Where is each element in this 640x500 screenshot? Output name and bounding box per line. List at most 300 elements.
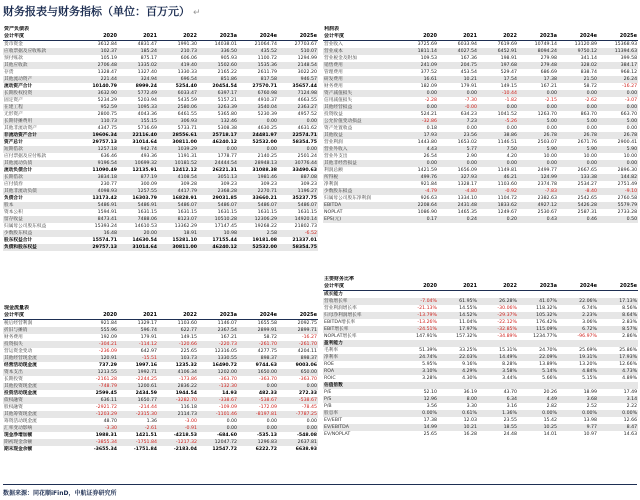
value-cell: 6397.17 (198, 90, 238, 97)
value-cell: 1656.09 (457, 168, 477, 173)
value-cell: 241.09 (398, 62, 438, 69)
value-cell: 14038.01 (214, 42, 237, 47)
value-cell: 9744.63 (255, 363, 277, 368)
value-cell: 1650.77 (118, 397, 158, 404)
row-label: 利润总额 (324, 168, 343, 173)
value-cell: 3.56 (426, 404, 437, 409)
value-cell: 9750.12 (558, 48, 598, 55)
value-cell: -21.13% (417, 306, 437, 311)
value-cell: 499.76 (398, 174, 438, 181)
table-row (323, 118, 638, 125)
value-cell: 22.03% (438, 354, 478, 361)
value-cell: 0.00 (518, 104, 558, 111)
value-cell: -10.44 (478, 90, 518, 97)
value-cell: 0.00 (398, 104, 438, 111)
value-cell: 3725.69 (417, 42, 437, 47)
value-cell: 6760.98 (238, 90, 278, 97)
table-row (323, 90, 638, 97)
year-header: 2020 (398, 33, 438, 41)
value-cell: 0.00% (518, 410, 558, 417)
value-cell: 0.20 (478, 216, 518, 223)
value-cell: 737.29 (98, 363, 117, 368)
table-row (3, 146, 318, 153)
value-cell: 4043.36 (137, 112, 157, 117)
value-cell: 12.66% (619, 362, 638, 367)
value-cell: 149.15 (500, 84, 517, 89)
value-cell: 23.55 (503, 418, 517, 423)
value-cell: 3022.20 (297, 70, 317, 75)
year-header: 2023a (198, 312, 238, 320)
value-cell: 26.28% (478, 298, 518, 305)
row-label: 营业成本 (323, 48, 398, 55)
value-cell: 8473.41 (78, 216, 118, 223)
table-row (3, 397, 318, 404)
table-row (3, 104, 318, 111)
value-cell: 5.15% (582, 376, 597, 381)
value-cell: -6.52 (278, 230, 318, 237)
value-cell: 61.95% (438, 298, 478, 305)
value-cell: 0.00 (398, 160, 438, 167)
value-cell: 2.86% (622, 334, 638, 339)
value-cell: 4.30% (462, 376, 477, 381)
value-cell: -3.30 (78, 425, 118, 432)
value-cell: 19606.34 (78, 132, 118, 139)
value-cell: 817.58 (238, 76, 278, 83)
section-title: 资产负债表 (4, 26, 30, 32)
year-header: 2021 (118, 33, 158, 41)
table-row (323, 41, 638, 49)
row-label: 其他流动资产 (3, 76, 78, 83)
value-cell: 7124.98 (278, 90, 318, 97)
value-cell: 46.21 (478, 174, 518, 181)
value-cell: 2.82 (546, 404, 557, 409)
value-cell: 21337.01 (292, 238, 317, 243)
row-label: 无形资产 (4, 112, 23, 117)
row-label: 归属母公司股东权益 (4, 224, 47, 229)
value-cell (438, 382, 478, 389)
value-cell: 31088.38 (252, 168, 277, 173)
table-row (323, 188, 638, 195)
value-cell: -3655.34 (93, 447, 117, 452)
value-cell: 1329.17 (137, 321, 157, 326)
value-cell: 622.77 (158, 327, 198, 334)
value-cell: 17.49 (623, 390, 638, 395)
value-cell: -304.21 (78, 341, 118, 348)
value-cell: 1631.15 (297, 210, 317, 215)
value-cell: 4.29% (438, 368, 478, 375)
value-cell: 300.09 (140, 182, 157, 187)
value-cell: 0.00 (598, 90, 638, 97)
row-label: 其他流动负债 (3, 160, 78, 167)
value-cell: 4108.54 (158, 174, 198, 181)
value-cell: 3.14 (598, 396, 638, 403)
table-row (3, 390, 318, 397)
value-cell: 4631.62 (297, 126, 317, 131)
row-label: 股本 (3, 202, 78, 209)
value-cell: 22.06% (558, 298, 598, 305)
table-row (3, 341, 318, 348)
row-label: 经营活动现金流 (4, 363, 37, 368)
value-cell: 0.00 (466, 126, 477, 131)
value-cell: -13.79% (398, 312, 438, 319)
value-cell: 24444.54 (198, 160, 238, 167)
table-row (323, 347, 638, 354)
value-cell: 33490.63 (292, 168, 317, 173)
value-cell: -2161.28 (95, 377, 117, 382)
value-cell: 2270.71 (238, 188, 278, 195)
value-cell: 4.73% (598, 368, 638, 375)
value-cell: -132.30 (198, 383, 238, 390)
value-cell: 3612.84 (97, 42, 117, 47)
value-cell: 17.93 (398, 132, 438, 139)
value-cell: 26.24 (598, 76, 638, 83)
value-cell: 29757.13 (92, 140, 117, 145)
value-cell: 11090.49 (92, 168, 117, 173)
row-label: 投资活动现金流 (4, 391, 37, 396)
financial-ratios-table (323, 276, 638, 438)
value-cell: -8197.81 (238, 411, 278, 418)
value-cell: 0.00 (238, 383, 278, 390)
row-label: 期初现金余额 (3, 439, 78, 446)
value-cell: 1200.61 (118, 383, 158, 390)
value-cell: 1041.52 (497, 112, 517, 117)
value-cell: 14.63 (623, 432, 638, 437)
value-cell: -32.85% (478, 326, 518, 333)
value-cell: 2.23% (558, 312, 598, 319)
year-header: 2020 (78, 33, 118, 41)
year-header: 2025e (278, 312, 318, 320)
value-cell: 12306.29 (238, 216, 278, 223)
table-row (3, 111, 318, 118)
row-label: 应付债券 (4, 182, 23, 187)
value-cell: 0.00 (226, 419, 237, 424)
value-cell: 4204.11 (297, 349, 317, 354)
value-cell: 596.74 (118, 327, 158, 334)
value-cell: -7.30 (464, 98, 477, 103)
value-cell: -3.07 (624, 98, 638, 103)
value-cell: -4.80 (438, 188, 478, 195)
value-cell: 4098.93 (78, 188, 118, 195)
value-cell: 2363.27 (278, 104, 318, 111)
value-cell: 1981.46 (238, 174, 278, 181)
value-cell: 942.74 (118, 146, 158, 153)
value-cell: 10140.79 (92, 84, 117, 89)
value-cell: 29757.13 (78, 244, 118, 251)
value-cell: 179.91 (460, 84, 477, 89)
row-label: 其他非流动资产 (4, 126, 37, 131)
table-row (323, 139, 638, 146)
table-row (3, 97, 318, 104)
value-cell: 2368.28 (198, 188, 238, 195)
value-cell: 419.40 (158, 62, 198, 69)
value-cell: 309.23 (220, 182, 237, 187)
value-cell: -548.08 (296, 433, 317, 438)
section-title: 现金流量表 (4, 305, 30, 311)
value-cell: 58.72 (583, 84, 597, 89)
value-cell: 4831.47 (137, 42, 157, 47)
value-cell: 10749.14 (534, 42, 557, 47)
value-cell: 8.57% (598, 326, 638, 333)
value-cell: 6033.94 (457, 42, 477, 47)
table-row (323, 403, 638, 410)
value-cell: 9003.06 (295, 363, 317, 368)
value-cell: -9.10 (598, 188, 638, 195)
value-cell (478, 340, 518, 347)
value-cell: -114.12 (118, 341, 158, 348)
table-row (3, 334, 318, 341)
value-cell: 1330.33 (177, 70, 197, 75)
value-cell: 1811.14 (398, 48, 438, 55)
value-cell: 2140.25 (257, 154, 277, 159)
value-cell: 0.00% (558, 410, 598, 417)
year-header: 2024e (238, 312, 278, 320)
row-label: 长期待摊费用 (3, 118, 78, 125)
value-cell: 16.48 (78, 230, 118, 237)
value-cell (398, 340, 438, 347)
value-cell: 0.00 (478, 104, 518, 111)
value-cell: 0.00 (238, 146, 278, 153)
value-cell: -109.09 (218, 405, 237, 410)
row-label: 折旧与摊销 (3, 327, 78, 334)
value-cell: 7.23 (438, 118, 478, 125)
row-label: 估值倍数 (323, 382, 398, 389)
value-cell: -120.66 (158, 341, 198, 348)
value-cell: 52532.00 (252, 140, 277, 145)
value-cell: 4417.79 (158, 188, 198, 195)
value-cell: 1833.62 (478, 202, 518, 209)
value-cell: 1778.77 (217, 154, 237, 159)
value-cell (398, 382, 438, 389)
year-header: 2023a (518, 283, 558, 291)
value-cell: 5.66% (542, 376, 557, 381)
value-cell: 14.52% (438, 312, 478, 319)
value-cell: -2.28 (424, 98, 437, 103)
value-cell: 2382.63 (537, 196, 557, 201)
value-cell: 3.06% (582, 320, 597, 325)
value-cell: 15.31% (499, 348, 517, 353)
row-label: 资产总计 (4, 140, 23, 145)
value-cell: -1751.84 (133, 447, 157, 452)
value-cell: 341.14 (580, 56, 597, 61)
value-cell: 309.23 (300, 182, 317, 187)
value-cell: -363.70 (258, 377, 277, 382)
year-header: 2022 (158, 33, 198, 41)
table-row (3, 376, 318, 383)
value-cell: 1328.47 (97, 70, 117, 75)
value-cell: 1631.15 (177, 210, 197, 215)
value-cell: 26.78 (598, 132, 638, 139)
value-cell: 5.90 (558, 146, 598, 153)
value-cell: 1100.72 (257, 56, 277, 61)
value-cell: 58.72 (263, 335, 277, 340)
table-row (3, 202, 318, 209)
year-header: 2025e (598, 33, 638, 41)
value-cell: 15281.10 (172, 238, 197, 243)
row-label: EBITDA (323, 202, 398, 209)
row-label: 固定资产 (4, 98, 23, 103)
row-label: EBIT增长率 (323, 326, 398, 333)
value-cell: 17.38 (518, 76, 558, 83)
value-cell: 221.44 (78, 76, 118, 83)
value-cell: 921.84 (420, 182, 437, 187)
value-cell: 16303.79 (132, 196, 157, 201)
value-cell: 0.00 (546, 126, 557, 131)
row-label: 流动资产合计 (4, 84, 33, 89)
value-cell: 30776.44 (278, 160, 318, 167)
value-cell: 555.96 (78, 327, 118, 334)
value-cell: 946.57 (278, 76, 318, 83)
value-cell: 192.09 (100, 335, 117, 340)
value-cell: 14630.54 (132, 238, 157, 243)
value-cell: 309.28 (180, 182, 197, 187)
value-cell: 2580.06 (158, 104, 198, 111)
value-cell: 1104.72 (497, 196, 517, 201)
value-cell: 5486.07 (278, 202, 318, 209)
value-cell: -30.06% (497, 306, 517, 311)
value-cell: 279.48 (518, 62, 558, 69)
value-cell: 120.91 (78, 355, 118, 362)
value-cell: 52.10 (423, 390, 437, 395)
value-cell: 309.23 (260, 182, 277, 187)
value-cell: 24.70% (539, 348, 557, 353)
value-cell: 12.96 (398, 396, 438, 403)
value-cell: 33660.21 (252, 196, 277, 201)
value-cell: 17.97% (438, 326, 478, 333)
table-row (323, 312, 638, 319)
table-row (323, 62, 638, 69)
value-cell: 0.18 (426, 126, 437, 131)
value-cell: 21802.73 (294, 224, 317, 229)
table-row (3, 125, 318, 132)
row-label: 股东权益合计 (4, 238, 33, 243)
row-label: 其他应收款 (3, 62, 78, 69)
value-cell: 1257.18 (78, 146, 118, 153)
value-cell: 1103.60 (177, 321, 197, 326)
value-cell: 5486.07 (158, 202, 198, 209)
table-row (323, 291, 638, 299)
row-label: 净利润 (324, 182, 339, 187)
value-cell: 7619.69 (497, 42, 517, 47)
value-cell: 10.00 (543, 154, 557, 159)
value-cell: 634.23 (460, 112, 477, 117)
value-cell: 5486.91 (118, 202, 158, 209)
value-cell: 2374.78 (537, 182, 557, 187)
value-cell: 25.86% (619, 348, 638, 353)
value-cell: 19181.08 (252, 238, 277, 243)
value-cell: 6222.72 (255, 447, 277, 452)
row-label: 债权融资 (3, 397, 78, 404)
table-row (323, 69, 638, 76)
row-label: 长期股权投资 (3, 90, 78, 97)
value-cell: 279.98 (540, 56, 557, 61)
value-cell: 26221.31 (212, 168, 237, 173)
value-cell: 109.53 (420, 56, 437, 61)
value-cell: 22.09% (518, 354, 558, 361)
table-row (323, 361, 638, 368)
row-label: 净利率 (323, 354, 398, 361)
row-label: 毛利率 (324, 348, 339, 353)
table-row (323, 83, 638, 90)
value-cell: 2611.79 (257, 70, 277, 75)
value-cell: 18.55 (478, 424, 518, 431)
value-cell: 4910.37 (257, 98, 277, 103)
table-row (323, 132, 638, 139)
value-cell: 8999.24 (135, 84, 157, 89)
value-cell: 1334.10 (457, 196, 477, 201)
value-cell: 16490.72 (212, 363, 237, 368)
table-row (323, 424, 638, 431)
table-row (3, 41, 318, 49)
value-cell: 58354.75 (292, 140, 317, 145)
table-row (323, 410, 638, 417)
value-cell: 642.97 (140, 349, 157, 354)
value-cell: 1653.02 (457, 140, 477, 145)
value-cell: 14.99 (398, 424, 438, 431)
value-cell: 5716.69 (137, 126, 157, 131)
table-row (3, 244, 318, 251)
value-cell: 5.00 (558, 118, 598, 125)
value-cell: 41.07% (518, 298, 558, 305)
value-cell: 24.48 (503, 432, 517, 437)
value-cell: 14.49% (478, 354, 518, 361)
value-cell: 118.32% (536, 306, 557, 311)
value-cell: 435.52 (238, 48, 278, 55)
value-cell: -34.89% (497, 334, 517, 339)
footer-divider (3, 484, 637, 485)
value-cell: 1997.16 (135, 363, 157, 368)
value-cell: 3263.39 (198, 104, 238, 111)
value-cell: 102.37 (78, 48, 118, 55)
row-label: 负债合计 (4, 196, 23, 201)
value-cell: 5486.07 (238, 202, 278, 209)
value-cell: 12047.72 (198, 439, 238, 446)
value-cell: -96.97% (577, 334, 597, 339)
value-cell: 2431.48 (438, 202, 478, 209)
value-cell: 21.50 (558, 76, 598, 83)
value-cell: 0.17 (398, 216, 438, 223)
value-cell: 5.00 (518, 118, 558, 125)
value-cell: 10.21 (438, 76, 478, 83)
table-row (323, 55, 638, 62)
table-row (3, 404, 318, 411)
value-cell: -1101.46 (198, 411, 238, 418)
value-cell: 1650.00 (238, 369, 278, 376)
table-row (3, 425, 318, 432)
value-cell: 1263.70 (537, 112, 557, 117)
value-cell: 1039.29 (158, 146, 198, 153)
table-row (3, 195, 318, 202)
value-cell: 2534.27 (577, 182, 597, 187)
value-cell: 210.73 (158, 48, 198, 55)
section-title: 主要财务比率 (324, 276, 355, 282)
value-cell: 2.83% (622, 320, 638, 325)
value-cell: 15368.93 (614, 42, 638, 47)
value-cell: 663.70 (620, 112, 638, 117)
value-cell: 838.74 (580, 70, 597, 75)
value-cell: 0.00 (586, 126, 597, 131)
value-cell: 6.74% (582, 306, 597, 311)
value-cell: -29.37% (478, 312, 518, 319)
value-cell: -1751.84 (118, 439, 158, 446)
year-header: 2024e (558, 283, 598, 291)
income-statement-table (323, 26, 638, 223)
row-label: 少数股东权益 (3, 230, 78, 237)
value-cell: 2751.49 (617, 182, 638, 187)
table-row (323, 146, 638, 153)
value-cell: 327.93 (438, 174, 478, 181)
row-label: 成长能力 (324, 292, 343, 297)
value-cell: 10.21 (438, 424, 478, 431)
